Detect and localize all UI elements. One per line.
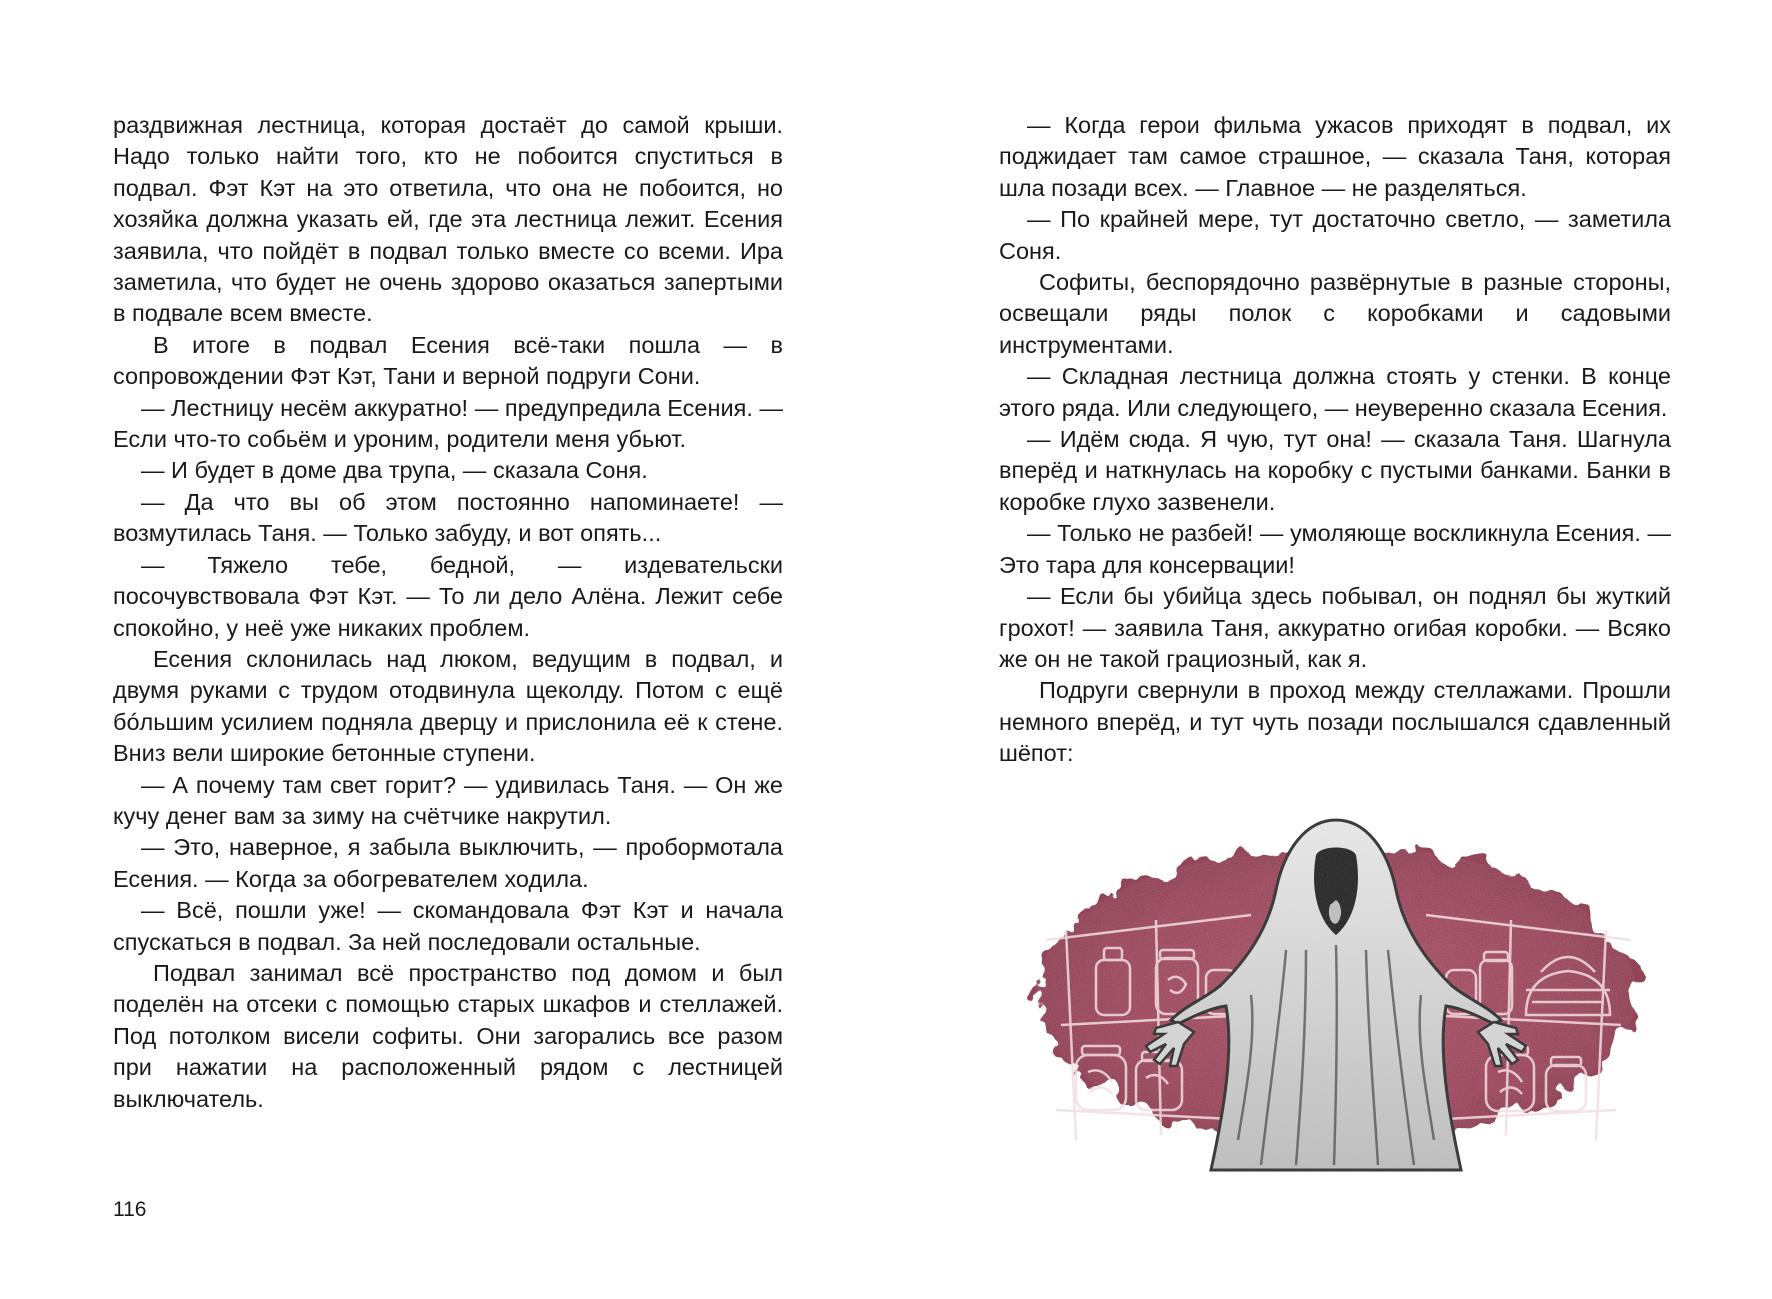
- right-page: [886, 0, 1772, 1299]
- paragraph: — Всё, пошли уже! — скомандовала Фэт Кэт и начала спускаться в подвал. За ней последовали остальные.: [113, 897, 783, 955]
- paragraph: — Это, наверное, я забыла выключить, — пробормотала Есения. — Когда за обогревателем ходила.: [113, 834, 783, 892]
- paragraph: — Только не разбей! — умоляюще воскликнула Есения. — Это тара для консервации!: [999, 520, 1671, 578]
- paragraph: Подруги свернули в проход между стеллажами. Прошли немного вперёд, и тут чуть позади послышался сдавленный шёпот:: [999, 677, 1671, 767]
- paragraph: — Складная лестница должна стоять у стенки. В конце этого ряда. Или следующего, — неуверенно сказала Есения.: [999, 363, 1671, 421]
- left-text-column: [113, 110, 783, 1115]
- right-text-column: [999, 110, 1671, 770]
- paragraph: Есения склонилась над люком, ведущим в подвал, и двумя руками с трудом отодвинула щеколду. Потом с ещё бóльшим усилием подняла дверцу и прислонила её к стене. Вниз вели широкие бетонные ступени.: [113, 645, 783, 767]
- paragraph: — Идём сюда. Я чую, тут она! — сказала Таня. Шагнула вперёд и наткнулась на коробку с пустыми банками. Банки в коробке глухо зазвенели.: [999, 426, 1671, 515]
- paragraph: — Когда герои фильма ужасов приходят в подвал, их поджидает там самое страшное, — сказала Таня, которая шла позади всех. — Главное — не разделяться.: [999, 112, 1671, 201]
- paragraph: — Лестницу несём аккуратно! — предупредила Есения. — Если что-то собьём и уроним, родители меня убьют.: [113, 394, 783, 453]
- paragraph: раздвижная лестница, которая достаёт до самой крыши. Надо только найти того, кто не побоится спуститься в подвал. Фэт Кэт на это ответила, что она не побоится, но хозяйка должна указать ей, где эта лестница лежит. Есения заявила, что пойдёт в подвал только вместе со всеми. Ира заметила, что будет не очень здорово оказаться запертыми в подвале всем вместе.: [113, 112, 783, 327]
- paragraph: — Тяжело тебе, бедной, — издевательски посочувствовала Фэт Кэт. — То ли дело Алёна. Лежит себе спокойно, у неё уже никаких проблем.: [113, 551, 783, 641]
- paragraph: — По крайней мере, тут достаточно светло, — заметила Соня.: [999, 206, 1671, 264]
- page-number: 116: [113, 1198, 147, 1221]
- paragraph: Подвал занимал всё пространство под домом и был поделён на отсеки с помощью старых шкафов и стеллажей. Под потолком висели софиты. Они загорались все разом при нажатии на расположенный рядом с лестницей выключатель.: [113, 959, 783, 1112]
- paragraph: — И будет в доме два трупа, — сказала Соня.: [141, 457, 648, 484]
- paragraph: — Да что вы об этом постоянно напоминаете! — возмутилась Таня. — Только забуду, и вот опять...: [113, 488, 783, 547]
- ghost-illustration: [1006, 810, 1666, 1180]
- paragraph: Софиты, беспорядочно развёрнутые в разные стороны, освещали ряды полок с коробками и садовыми инструментами.: [999, 269, 1671, 358]
- paragraph: — А почему там свет горит? — удивилась Таня. — Он же кучу денег вам за зиму на счётчике накрутил.: [113, 771, 783, 829]
- paragraph: — Если бы убийца здесь побывал, он поднял бы жуткий грохот! — заявила Таня, аккуратно огибая коробки. — Всяко же он не такой грациозный, как я.: [999, 583, 1671, 672]
- paragraph: В итоге в подвал Есения всё-таки пошла — в сопровождении Фэт Кэт, Тани и верной подруги Сони.: [113, 331, 783, 390]
